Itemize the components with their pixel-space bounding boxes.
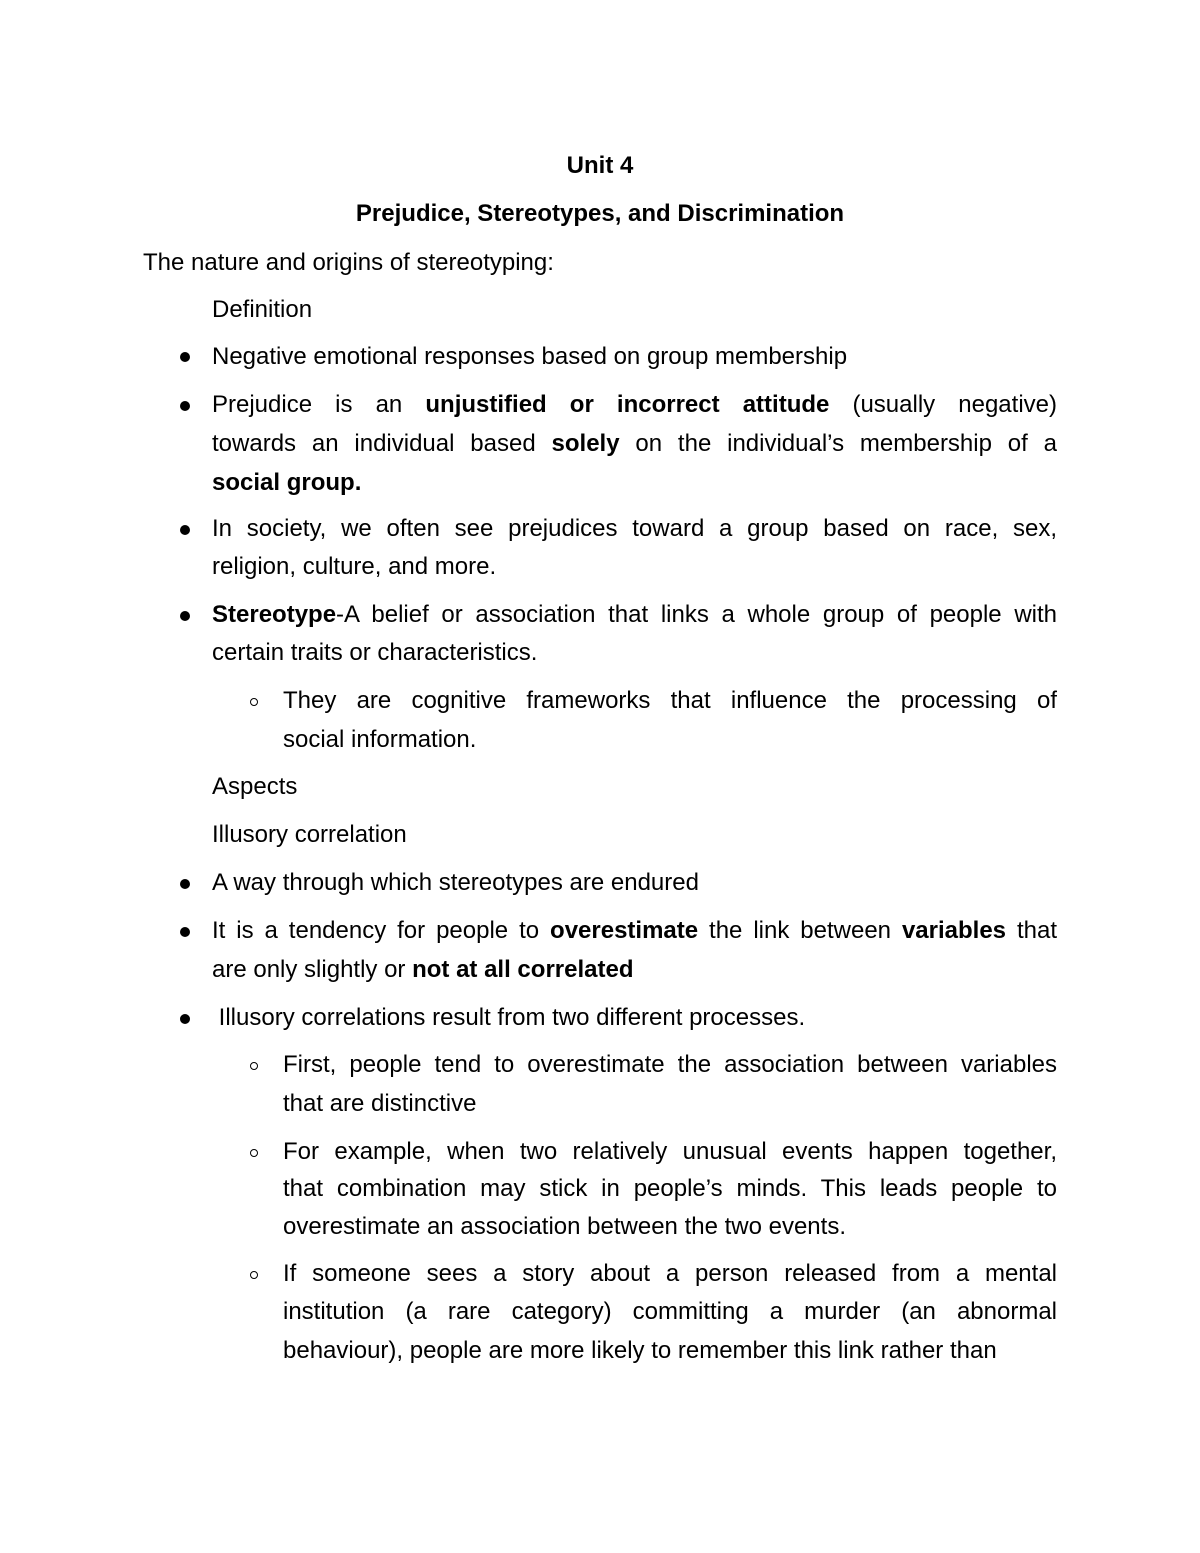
definition-heading: Definition bbox=[212, 296, 313, 323]
bold-term: solely bbox=[551, 430, 620, 457]
aspects-subbullet-1-line-2: that are distinctive bbox=[283, 1090, 477, 1117]
definition-bullet-2-line-3: social group. bbox=[212, 469, 362, 496]
aspects-subbullet-2-line-2: that combination may stick in people’s minds. This leads people to bbox=[283, 1175, 1057, 1202]
text-run: on the individual’s membership of a bbox=[619, 430, 1057, 457]
aspects-subbullet-3-line-3: behaviour), people are more likely to remember this link rather than bbox=[283, 1337, 997, 1364]
page-title: Unit 4 bbox=[566, 152, 634, 179]
definition-bullet-3-line-2: religion, culture, and more. bbox=[212, 553, 497, 580]
definition-subbullet-1-line-1: They are cognitive frameworks that influence the processing of bbox=[283, 687, 1057, 714]
aspects-heading: Aspects bbox=[212, 773, 298, 800]
definition-bullet-3-line-1: In society, we often see prejudices toward a group based on race, sex, bbox=[212, 515, 1057, 542]
text-run: the link between bbox=[698, 917, 902, 944]
text-run: towards an individual based bbox=[212, 430, 552, 457]
bold-term: not at all correlated bbox=[412, 956, 634, 983]
bold-term: Stereotype bbox=[212, 601, 337, 628]
bullet-icon bbox=[180, 1014, 190, 1024]
text-run: -A belief or association that links a whole group of people with bbox=[336, 601, 1057, 628]
hollow-bullet-icon bbox=[250, 1062, 258, 1070]
aspects-subbullet-2-line-1: For example, when two relatively unusual events happen together, bbox=[283, 1138, 1057, 1165]
hollow-bullet-icon bbox=[250, 1149, 258, 1157]
page-subtitle: Prejudice, Stereotypes, and Discrimination bbox=[355, 200, 845, 227]
section-heading: The nature and origins of stereotyping: bbox=[143, 249, 554, 276]
definition-bullet-2-line-1 bbox=[212, 390, 1057, 420]
aspects-subbullet-2-line-3: overestimate an association between the two events. bbox=[283, 1213, 846, 1240]
bullet-icon bbox=[180, 352, 190, 362]
aspects-subbullet-1-line-1: First, people tend to overestimate the association between variables bbox=[283, 1051, 1057, 1078]
bullet-icon bbox=[180, 401, 190, 411]
bold-term: overestimate bbox=[550, 917, 699, 944]
aspects-bullet-3: Illusory correlations result from two different processes. bbox=[212, 1004, 806, 1031]
definition-bullet-2-line-2 bbox=[212, 429, 1057, 459]
aspects-subbullet-3-line-2: institution (a rare category) committing a murder (an abnormal bbox=[283, 1298, 1057, 1325]
text-run: It is a tendency for people to bbox=[212, 917, 551, 944]
definition-bullet-4-line-1 bbox=[212, 600, 1057, 630]
aspects-bullet-2-line-1 bbox=[212, 916, 1057, 946]
aspects-subheading: Illusory correlation bbox=[212, 821, 407, 848]
aspects-bullet-1: A way through which stereotypes are endured bbox=[212, 869, 699, 896]
bullet-icon bbox=[180, 879, 190, 889]
text-run: are only slightly or bbox=[212, 956, 413, 983]
text-run: (usually negative) bbox=[829, 391, 1057, 418]
definition-bullet-4-line-2: certain traits or characteristics. bbox=[212, 639, 538, 666]
bullet-icon bbox=[180, 611, 190, 621]
bullet-icon bbox=[180, 525, 190, 535]
bold-term: unjustified or incorrect attitude bbox=[425, 391, 830, 418]
definition-subbullet-1-line-2: social information. bbox=[283, 726, 477, 753]
hollow-bullet-icon bbox=[250, 1271, 258, 1279]
aspects-bullet-2-line-2 bbox=[212, 955, 633, 985]
bold-term: variables bbox=[901, 917, 1007, 944]
text-run: that bbox=[1006, 917, 1057, 944]
definition-bullet-1: Negative emotional responses based on group membership bbox=[212, 343, 848, 370]
text-run: Prejudice is an bbox=[212, 391, 426, 418]
aspects-subbullet-3-line-1: If someone sees a story about a person released from a mental bbox=[283, 1260, 1057, 1287]
hollow-bullet-icon bbox=[250, 698, 258, 706]
bullet-icon bbox=[180, 927, 190, 937]
